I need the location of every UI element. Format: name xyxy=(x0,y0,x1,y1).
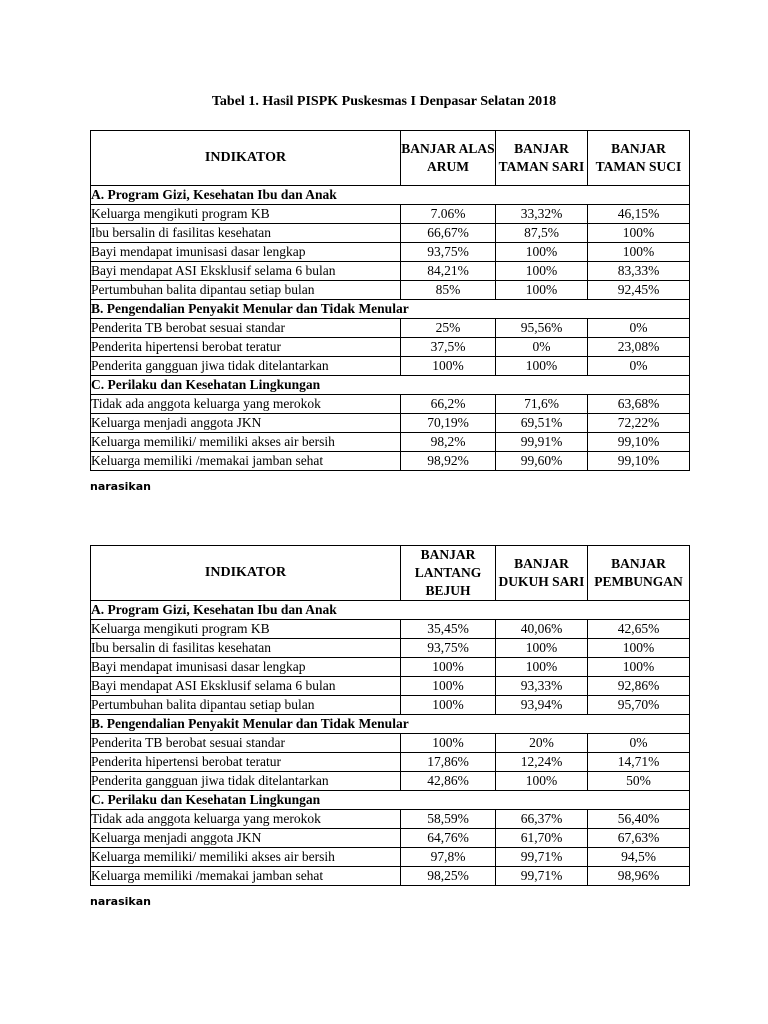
value-cell: 66,67% xyxy=(401,224,496,243)
value-cell: 0% xyxy=(496,338,588,357)
table-row xyxy=(91,753,690,772)
value-cell: 100% xyxy=(401,696,496,715)
value-cell: 100% xyxy=(496,772,588,791)
value-cell: 17,86% xyxy=(401,753,496,772)
section-row xyxy=(91,791,690,810)
value-cell: 100% xyxy=(496,639,588,658)
value-cell: 71,6% xyxy=(496,395,588,414)
value-cell: 100% xyxy=(496,658,588,677)
value-cell: 46,15% xyxy=(588,205,690,224)
table-row xyxy=(91,734,690,753)
value-cell: 85% xyxy=(401,281,496,300)
value-cell: 66,37% xyxy=(496,810,588,829)
value-cell: 40,06% xyxy=(496,620,588,639)
table-row xyxy=(91,848,690,867)
value-cell: 100% xyxy=(588,243,690,262)
value-cell: 100% xyxy=(588,639,690,658)
value-cell: 64,76% xyxy=(401,829,496,848)
value-cell: 100% xyxy=(401,658,496,677)
column-header-village-3: BANJAR PEMBUNGAN xyxy=(588,546,690,601)
section-heading: B. Pengendalian Penyakit Menular dan Tidak Menular xyxy=(91,715,690,734)
value-cell: 33,32% xyxy=(496,205,588,224)
value-cell: 100% xyxy=(588,658,690,677)
indicator-label: Keluarga memiliki/ memiliki akses air bersih xyxy=(91,848,401,867)
section-heading: C. Perilaku dan Kesehatan Lingkungan xyxy=(91,791,690,810)
value-cell: 100% xyxy=(496,243,588,262)
value-cell: 35,45% xyxy=(401,620,496,639)
value-cell: 25% xyxy=(401,319,496,338)
value-cell: 98,2% xyxy=(401,433,496,452)
table-row xyxy=(91,677,690,696)
value-cell: 100% xyxy=(496,262,588,281)
table-row xyxy=(91,867,690,886)
section-row xyxy=(91,186,690,205)
value-cell: 84,21% xyxy=(401,262,496,281)
value-cell: 92,86% xyxy=(588,677,690,696)
value-cell: 99,60% xyxy=(496,452,588,471)
value-cell: 12,24% xyxy=(496,753,588,772)
value-cell: 67,63% xyxy=(588,829,690,848)
indicator-label: Tidak ada anggota keluarga yang merokok xyxy=(91,810,401,829)
column-header-village-2: BANJAR TAMAN SARI xyxy=(496,131,588,186)
indicator-label: Bayi mendapat imunisasi dasar lengkap xyxy=(91,243,401,262)
indicator-label: Penderita gangguan jiwa tidak ditelantarkan xyxy=(91,772,401,791)
value-cell: 61,70% xyxy=(496,829,588,848)
section-row xyxy=(91,300,690,319)
column-header-indikator: INDIKATOR xyxy=(91,131,401,186)
column-header-indikator: INDIKATOR xyxy=(91,546,401,601)
column-header-village-1: BANJAR LANTANG BEJUH xyxy=(401,546,496,601)
table-row xyxy=(91,810,690,829)
value-cell: 72,22% xyxy=(588,414,690,433)
table-note: narasikan xyxy=(90,480,151,493)
table-row xyxy=(91,205,690,224)
pispk-table-2 xyxy=(90,545,690,886)
table-row xyxy=(91,772,690,791)
column-header-village-3: BANJAR TAMAN SUCI xyxy=(588,131,690,186)
value-cell: 0% xyxy=(588,319,690,338)
value-cell: 92,45% xyxy=(588,281,690,300)
value-cell: 93,33% xyxy=(496,677,588,696)
indicator-label: Bayi mendapat imunisasi dasar lengkap xyxy=(91,658,401,677)
value-cell: 37,5% xyxy=(401,338,496,357)
value-cell: 99,91% xyxy=(496,433,588,452)
table-row xyxy=(91,639,690,658)
table-row xyxy=(91,658,690,677)
column-header-village-1: BANJAR ALAS ARUM xyxy=(401,131,496,186)
table-row xyxy=(91,281,690,300)
value-cell: 0% xyxy=(588,357,690,376)
value-cell: 63,68% xyxy=(588,395,690,414)
table-row xyxy=(91,620,690,639)
table-row xyxy=(91,357,690,376)
value-cell: 20% xyxy=(496,734,588,753)
value-cell: 100% xyxy=(401,357,496,376)
pispk-table-1 xyxy=(90,130,690,471)
value-cell: 69,51% xyxy=(496,414,588,433)
value-cell: 0% xyxy=(588,734,690,753)
document-title: Tabel 1. Hasil PISPK Puskesmas I Denpasar Selatan 2018 xyxy=(211,94,557,109)
value-cell: 87,5% xyxy=(496,224,588,243)
table-row xyxy=(91,829,690,848)
value-cell: 100% xyxy=(496,357,588,376)
value-cell: 14,71% xyxy=(588,753,690,772)
indicator-label: Ibu bersalin di fasilitas kesehatan xyxy=(91,224,401,243)
value-cell: 95,70% xyxy=(588,696,690,715)
indicator-label: Pertumbuhan balita dipantau setiap bulan xyxy=(91,696,401,715)
indicator-label: Penderita TB berobat sesuai standar xyxy=(91,734,401,753)
indicator-label: Keluarga memiliki /memakai jamban sehat xyxy=(91,452,401,471)
indicator-label: Penderita hipertensi berobat teratur xyxy=(91,338,401,357)
column-header-village-2: BANJAR DUKUH SARI xyxy=(496,546,588,601)
value-cell: 99,71% xyxy=(496,867,588,886)
indicator-label: Ibu bersalin di fasilitas kesehatan xyxy=(91,639,401,658)
value-cell: 42,65% xyxy=(588,620,690,639)
indicator-label: Bayi mendapat ASI Eksklusif selama 6 bulan xyxy=(91,262,401,281)
indicator-label: Penderita hipertensi berobat teratur xyxy=(91,753,401,772)
value-cell: 56,40% xyxy=(588,810,690,829)
value-cell: 93,94% xyxy=(496,696,588,715)
indicator-label: Keluarga memiliki /memakai jamban sehat xyxy=(91,867,401,886)
section-heading: A. Program Gizi, Kesehatan Ibu dan Anak xyxy=(91,186,690,205)
table-row xyxy=(91,414,690,433)
value-cell: 98,25% xyxy=(401,867,496,886)
indicator-label: Pertumbuhan balita dipantau setiap bulan xyxy=(91,281,401,300)
table-row xyxy=(91,338,690,357)
indicator-label: Keluarga mengikuti program KB xyxy=(91,205,401,224)
indicator-label: Keluarga menjadi anggota JKN xyxy=(91,414,401,433)
table-row xyxy=(91,243,690,262)
section-heading: C. Perilaku dan Kesehatan Lingkungan xyxy=(91,376,690,395)
value-cell: 100% xyxy=(401,677,496,696)
table-row xyxy=(91,452,690,471)
value-cell: 100% xyxy=(496,281,588,300)
table-row xyxy=(91,224,690,243)
value-cell: 99,10% xyxy=(588,433,690,452)
value-cell: 23,08% xyxy=(588,338,690,357)
value-cell: 95,56% xyxy=(496,319,588,338)
table-note: narasikan xyxy=(90,895,151,908)
section-heading: A. Program Gizi, Kesehatan Ibu dan Anak xyxy=(91,601,690,620)
value-cell: 66,2% xyxy=(401,395,496,414)
section-heading: B. Pengendalian Penyakit Menular dan Tidak Menular xyxy=(91,300,690,319)
indicator-label: Keluarga menjadi anggota JKN xyxy=(91,829,401,848)
value-cell: 93,75% xyxy=(401,639,496,658)
value-cell: 83,33% xyxy=(588,262,690,281)
value-cell: 93,75% xyxy=(401,243,496,262)
indicator-label: Penderita TB berobat sesuai standar xyxy=(91,319,401,338)
value-cell: 50% xyxy=(588,772,690,791)
table-row xyxy=(91,433,690,452)
section-row xyxy=(91,376,690,395)
table-row xyxy=(91,696,690,715)
section-row xyxy=(91,715,690,734)
value-cell: 58,59% xyxy=(401,810,496,829)
table-row xyxy=(91,262,690,281)
value-cell: 42,86% xyxy=(401,772,496,791)
value-cell: 70,19% xyxy=(401,414,496,433)
value-cell: 97,8% xyxy=(401,848,496,867)
value-cell: 98,96% xyxy=(588,867,690,886)
value-cell: 7.06% xyxy=(401,205,496,224)
value-cell: 99,10% xyxy=(588,452,690,471)
section-row xyxy=(91,601,690,620)
table-row xyxy=(91,319,690,338)
value-cell: 94,5% xyxy=(588,848,690,867)
indicator-label: Keluarga mengikuti program KB xyxy=(91,620,401,639)
value-cell: 100% xyxy=(588,224,690,243)
table-row xyxy=(91,395,690,414)
indicator-label: Keluarga memiliki/ memiliki akses air bersih xyxy=(91,433,401,452)
value-cell: 99,71% xyxy=(496,848,588,867)
value-cell: 100% xyxy=(401,734,496,753)
indicator-label: Bayi mendapat ASI Eksklusif selama 6 bulan xyxy=(91,677,401,696)
value-cell: 98,92% xyxy=(401,452,496,471)
indicator-label: Tidak ada anggota keluarga yang merokok xyxy=(91,395,401,414)
indicator-label: Penderita gangguan jiwa tidak ditelantarkan xyxy=(91,357,401,376)
